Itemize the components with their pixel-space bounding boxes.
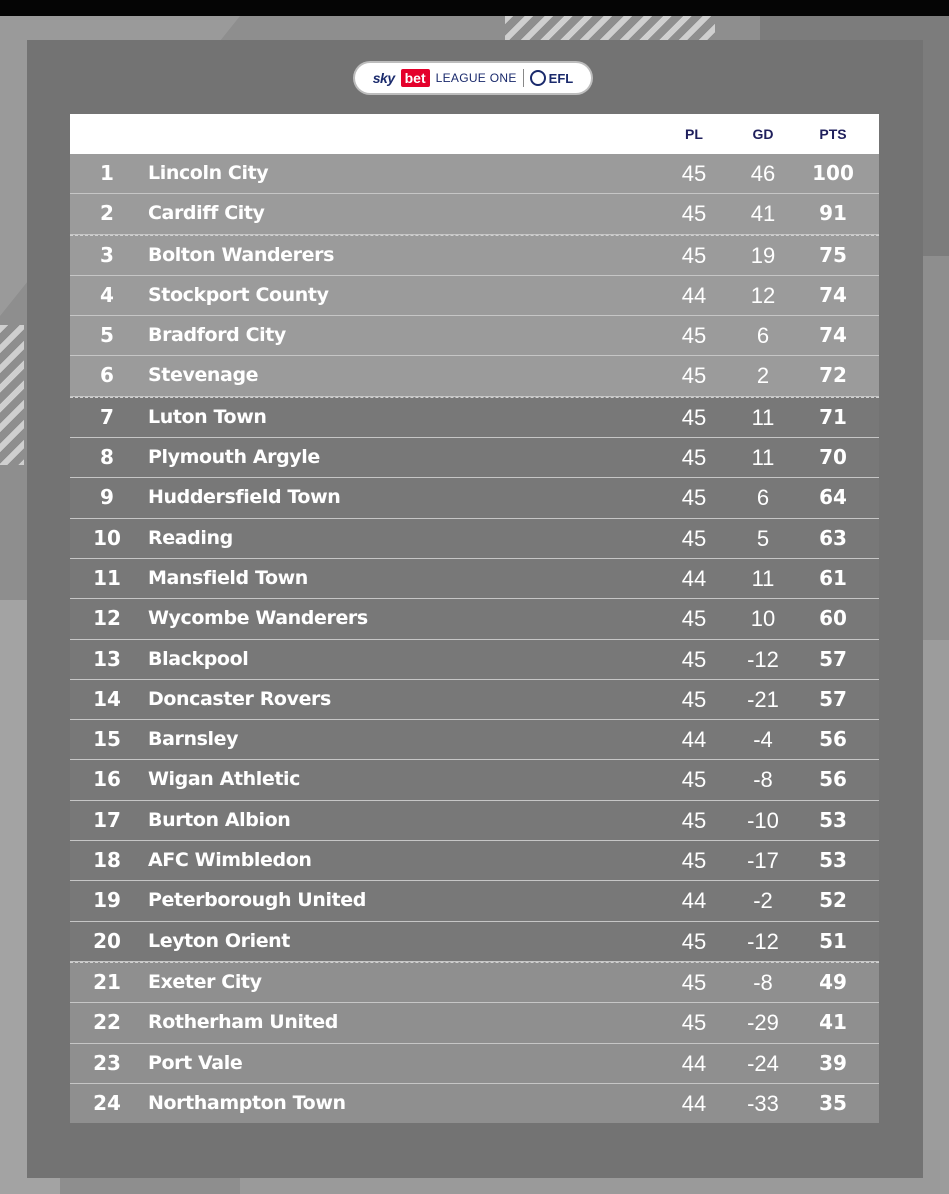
played-cell: 45	[681, 686, 707, 712]
position-cell: 2	[100, 201, 114, 226]
position-cell: 18	[93, 848, 121, 873]
table-row	[70, 881, 879, 921]
goal-difference-cell: 6	[756, 485, 770, 511]
goal-difference-cell: 41	[750, 201, 776, 227]
goal-difference-cell: -4	[753, 727, 773, 753]
header-pl: PL	[685, 126, 703, 142]
team-name-cell: Blackpool	[148, 647, 249, 670]
team-name-cell: Burton Albion	[148, 808, 291, 831]
points-cell: 100	[812, 161, 854, 185]
team-name-cell: Wigan Athletic	[148, 768, 301, 791]
position-cell: 12	[93, 606, 121, 631]
table-row	[70, 478, 879, 518]
goal-difference-cell: 5	[756, 525, 770, 551]
team-name-cell: Reading	[148, 526, 233, 549]
team-name-cell: Stevenage	[148, 364, 259, 387]
played-cell: 45	[681, 363, 707, 389]
points-cell: 61	[819, 565, 847, 590]
played-cell: 44	[681, 1090, 707, 1116]
points-cell: 49	[819, 969, 847, 994]
points-cell: 35	[819, 1090, 847, 1115]
played-cell: 45	[681, 767, 707, 793]
goal-difference-cell: 11	[751, 565, 775, 591]
position-cell: 20	[93, 928, 121, 953]
top-bar	[0, 0, 949, 16]
team-name-cell: Cardiff City	[148, 202, 265, 225]
points-cell: 53	[819, 807, 847, 832]
table-row	[70, 841, 879, 881]
position-cell: 13	[93, 646, 121, 671]
position-cell: 10	[93, 525, 121, 550]
table-row	[70, 154, 879, 194]
team-name-cell: Peterborough United	[148, 889, 366, 912]
points-cell: 51	[819, 928, 847, 953]
team-name-cell: Luton Town	[148, 405, 267, 428]
points-cell: 64	[819, 485, 847, 510]
efl-ball-icon	[530, 70, 546, 86]
played-cell: 45	[681, 848, 707, 874]
played-cell: 45	[681, 928, 707, 954]
played-cell: 45	[681, 525, 707, 551]
position-cell: 15	[93, 727, 121, 752]
goal-difference-cell: -24	[747, 1050, 779, 1076]
played-cell: 45	[681, 807, 707, 833]
goal-difference-cell: -33	[747, 1090, 779, 1116]
goal-difference-cell: -10	[747, 807, 779, 833]
table-row	[70, 559, 879, 599]
position-cell: 24	[93, 1090, 121, 1115]
points-cell: 39	[819, 1050, 847, 1075]
team-name-cell: Stockport County	[148, 283, 329, 306]
position-cell: 1	[100, 161, 114, 185]
table-row	[70, 438, 879, 478]
played-cell: 45	[681, 606, 707, 632]
position-cell: 6	[100, 363, 114, 388]
team-name-cell: Barnsley	[148, 728, 239, 751]
league-table	[70, 114, 879, 1123]
played-cell: 44	[681, 727, 707, 753]
position-cell: 21	[93, 969, 121, 994]
goal-difference-cell: -8	[753, 767, 773, 793]
goal-difference-cell: -17	[747, 848, 779, 874]
played-cell: 45	[681, 969, 707, 995]
points-cell: 74	[819, 323, 847, 348]
played-cell: 45	[681, 404, 707, 430]
position-cell: 4	[100, 282, 114, 307]
played-cell: 45	[681, 485, 707, 511]
played-cell: 45	[681, 242, 707, 268]
table-row	[70, 356, 879, 396]
position-cell: 11	[93, 565, 121, 590]
points-cell: 57	[819, 646, 847, 671]
table-row	[70, 397, 879, 438]
team-name-cell: Bolton Wanderers	[148, 243, 334, 266]
header-pts: PTS	[819, 126, 847, 142]
decorative-stripes	[505, 16, 715, 42]
team-name-cell: Plymouth Argyle	[148, 446, 320, 469]
position-cell: 5	[100, 323, 114, 348]
points-cell: 71	[819, 404, 847, 429]
goal-difference-cell: 6	[756, 323, 770, 349]
position-cell: 8	[100, 445, 114, 470]
position-cell: 19	[93, 888, 121, 913]
points-cell: 57	[819, 686, 847, 711]
points-cell: 75	[819, 242, 847, 267]
table-row	[70, 1044, 879, 1084]
table-row	[70, 680, 879, 720]
position-cell: 16	[93, 767, 121, 792]
table-row	[70, 1084, 879, 1123]
team-name-cell: Huddersfield Town	[148, 486, 341, 509]
team-name-cell: Northampton Town	[148, 1091, 346, 1114]
points-cell: 72	[819, 363, 847, 388]
goal-difference-cell: -12	[747, 646, 779, 672]
position-cell: 17	[93, 807, 121, 832]
points-cell: 63	[819, 525, 847, 550]
played-cell: 44	[681, 282, 707, 308]
position-cell: 9	[100, 485, 114, 510]
team-name-cell: Doncaster Rovers	[148, 687, 331, 710]
played-cell: 44	[681, 888, 707, 914]
goal-difference-cell: 19	[750, 242, 776, 268]
table-row	[70, 235, 879, 276]
points-cell: 60	[819, 606, 847, 631]
goal-difference-cell: -29	[747, 1010, 779, 1036]
decorative-stripes	[0, 325, 24, 465]
position-cell: 14	[93, 686, 121, 711]
position-cell: 22	[93, 1010, 121, 1035]
league-name: LEAGUE ONE	[435, 71, 517, 85]
table-row	[70, 760, 879, 800]
points-cell: 41	[819, 1010, 847, 1035]
table-row	[70, 194, 879, 234]
played-cell: 44	[681, 1050, 707, 1076]
points-cell: 52	[819, 888, 847, 913]
goal-difference-cell: 11	[751, 445, 775, 471]
team-name-cell: Leyton Orient	[148, 929, 290, 952]
points-cell: 70	[819, 445, 847, 470]
goal-difference-cell: 46	[750, 161, 776, 186]
efl-logo	[530, 70, 574, 86]
points-cell: 53	[819, 848, 847, 873]
table-row	[70, 801, 879, 841]
table-row	[70, 316, 879, 356]
played-cell: 44	[681, 565, 707, 591]
played-cell: 45	[681, 323, 707, 349]
team-name-cell: Exeter City	[148, 970, 262, 993]
table-row	[70, 962, 879, 1003]
team-name-cell: AFC Wimbledon	[148, 849, 312, 872]
goal-difference-cell: 11	[751, 404, 775, 430]
table-body	[70, 154, 879, 1123]
goal-difference-cell: -2	[753, 888, 773, 914]
position-cell: 23	[93, 1050, 121, 1075]
table-row	[70, 922, 879, 962]
table-row	[70, 599, 879, 639]
goal-difference-cell: 2	[756, 363, 770, 389]
played-cell: 45	[681, 646, 707, 672]
team-name-cell: Bradford City	[148, 324, 286, 347]
table-row	[70, 519, 879, 559]
table-header	[70, 114, 879, 154]
points-cell: 56	[819, 767, 847, 792]
team-name-cell: Lincoln City	[148, 162, 269, 184]
goal-difference-cell: -21	[747, 686, 779, 712]
goal-difference-cell: 12	[750, 282, 776, 308]
table-row	[70, 720, 879, 760]
team-name-cell: Mansfield Town	[148, 566, 308, 589]
table-row	[70, 1003, 879, 1043]
bet-logo-text: bet	[401, 69, 430, 87]
played-cell: 45	[681, 161, 707, 186]
goal-difference-cell: -12	[747, 928, 779, 954]
played-cell: 45	[681, 445, 707, 471]
position-cell: 3	[100, 242, 114, 267]
played-cell: 45	[681, 1010, 707, 1036]
team-name-cell: Wycombe Wanderers	[148, 607, 368, 630]
position-cell: 7	[100, 404, 114, 429]
points-cell: 74	[819, 282, 847, 307]
goal-difference-cell: 10	[750, 606, 776, 632]
goal-difference-cell: -8	[753, 969, 773, 995]
points-cell: 91	[819, 201, 847, 226]
team-name-cell: Rotherham United	[148, 1011, 338, 1034]
table-row	[70, 640, 879, 680]
header-gd: GD	[752, 126, 774, 142]
table-row	[70, 276, 879, 316]
sky-logo-text: sky	[372, 70, 395, 86]
league-logo	[355, 63, 591, 93]
efl-logo-text: EFL	[548, 70, 574, 86]
logo-divider	[523, 69, 524, 87]
team-name-cell: Port Vale	[148, 1051, 243, 1074]
points-cell: 56	[819, 727, 847, 752]
played-cell: 45	[681, 201, 707, 227]
